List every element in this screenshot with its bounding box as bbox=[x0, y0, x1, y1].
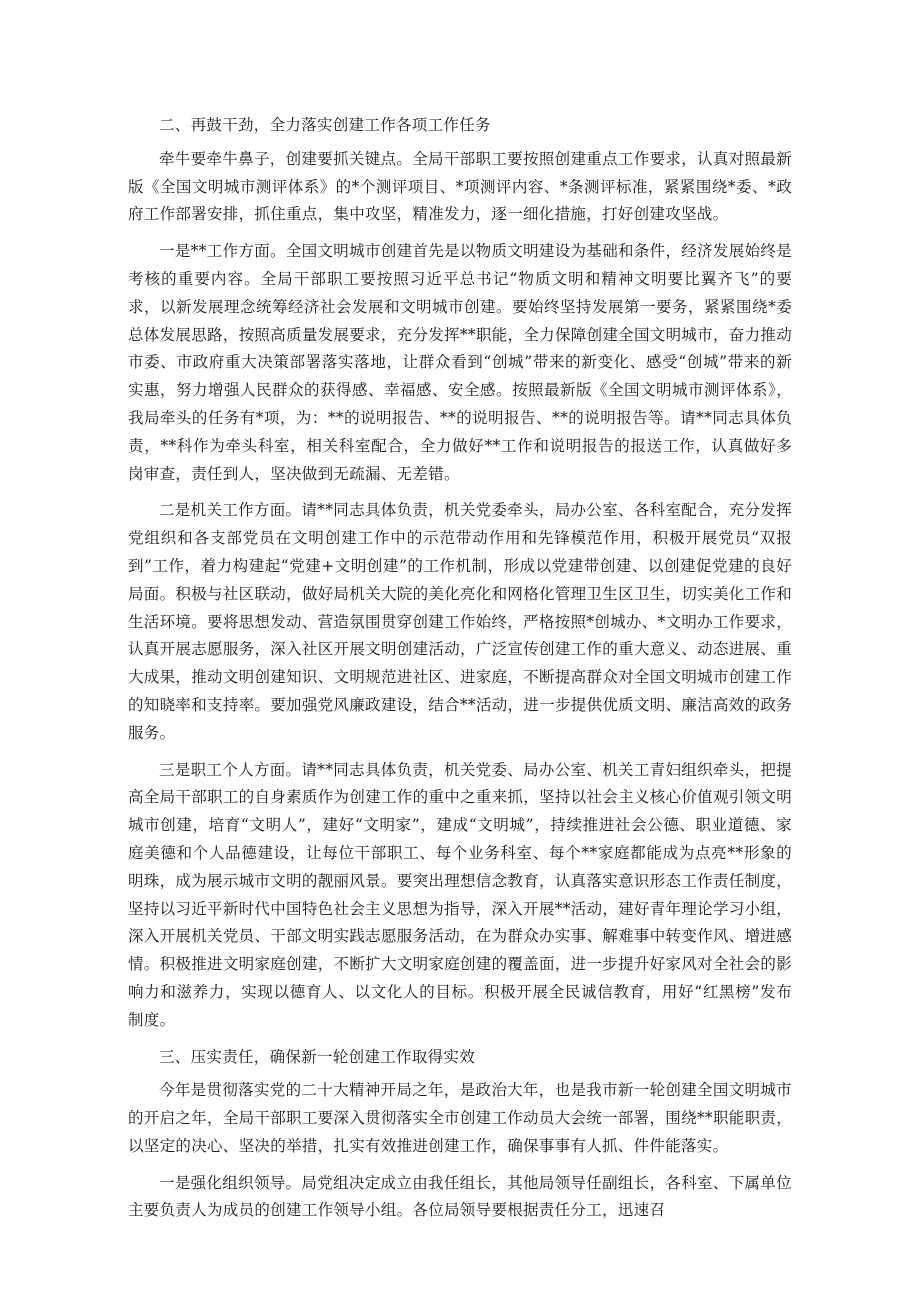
paragraph-intro: 牵牛要牵牛鼻子，创建要抓关键点。全局干部职工要按照创建重点工作要求，认真对照最新版《全国文明城市测评体系》的*个测评项目、*项测评内容、*条测评标准，紧紧围绕*委、*政府工作部署安排，抓住重点，集中攻坚，精准发力，逐一细化措施，打好创建攻坚战。 bbox=[128, 149, 792, 224]
paragraph-organization: 一是强化组织领导。局党组决定成立由我任组长，其他局领导任副组长，各科室、下属单位主要负责人为成员的创建工作领导小组。各位局领导要根据责任分工，迅速召 bbox=[128, 1173, 792, 1220]
paragraph-section-three-intro: 今年是贯彻落实党的二十大精神开局之年，是政治大年，也是我市新一轮创建全国文明城市的开启之年，全局干部职工要深入贯彻落实全市创建工作动员大会统一部署，围绕**职能职责，以坚定的决心、坚决的举措，扎实有效推进创建工作，确保事事有人抓、件件能落实。 bbox=[128, 1081, 792, 1155]
section-heading-two: 二、再鼓干劲，全力落实创建工作各项工作任务 bbox=[159, 116, 491, 134]
section-heading-three: 三、压实责任，确保新一轮创建工作取得实效 bbox=[159, 1047, 476, 1066]
document-body bbox=[128, 112, 792, 1234]
paragraph-item-two: 二是机关工作方面。请**同志具体负责，机关党委牵头，局办公室、各科室配合，充分发挥党组织和各支部党员在文明创建工作中的示范带动作用和先锋模范作用，积极开展党员“双报到”工作，着力构建起“党建+文明创建”的工作机制，形成以党建带创建、以创建促党建的良好局面。积极与社区联动，做好局机关大院的美化亮化和网格化管理卫生区卫生，切实美化工作和生活环境。要将思想发动、营造氛围贯穿创建工作始终，严格按照*创城办、*文明办工作要求，认真开展志愿服务，深入社区开展文明创建活动，广泛宣传创建工作的重大意义、动态进展、重大成果，推动文明创建知识、文明规范进社区、进家庭，不断提高群众对全国文明城市创建工作的知晓率和支持率。要加强党风廉政建设，结合**活动，进一步提供优质文明、廉洁高效的政务服务。 bbox=[128, 501, 792, 742]
paragraph-item-one: 一是**工作方面。全国文明城市创建首先是以物质文明建设为基础和条件，经济发展始终是考核的重要内容。全局干部职工要按照习近平总书记“物质文明和精神文明要比翼齐飞”的要求，以新发展理念统筹经济社会发展和文明城市创建。要始终坚持发展第一要务，紧紧围绕*委总体发展思路，按照高质量发展要求，充分发挥**职能，全力保障创建全国文明城市，奋力推动市委、市政府重大决策部署落实落地，让群众看到“创城”带来的新变化、感受“创城”带来的新实惠，努力增强人民群众的获得感、幸福感、安全感。按照最新版《全国文明城市测评体系》，我局牵头的任务有*项，为：**的说明报告、**的说明报告、**的说明报告等。请**同志具体负责，**科作为牵头科室，相关科室配合，全力做好**工作和说明报告的报送工作，认真做好多岗审查，责任到人，坚决做到无疏漏、无差错。 bbox=[128, 242, 792, 483]
paragraph-item-three: 三是职工个人方面。请**同志具体负责，机关党委、局办公室、机关工青妇组织牵头，把提高全局干部职工的自身素质作为创建工作的重中之重来抓，坚持以社会主义核心价值观引领文明城市创建，培育“文明人”，建好“文明家”，建成“文明城”，持续推进社会公德、职业道德、家庭美德和个人品德建设，让每位干部职工、每个业务科室、每个**家庭都能成为点亮**形象的明珠，成为展示城市文明的靓丽风景。要突出理想信念教育，认真落实意识形态工作责任制度，坚持以习近平新时代中国特色社会主义思想为指导，深入开展**活动，建好青年理论学习小组，深入开展机关党员、干部文明实践志愿服务活动，在为群众办实事、解难事中转变作风、增进感情。积极推进文明家庭创建，不断扩大文明家庭创建的覆盖面，进一步提升好家风对全社会的影响力和滋养力，实现以德育人、以文化人的目标。积极开展全民诚信教育，用好“红黑榜”发布制度。 bbox=[128, 760, 792, 1029]
